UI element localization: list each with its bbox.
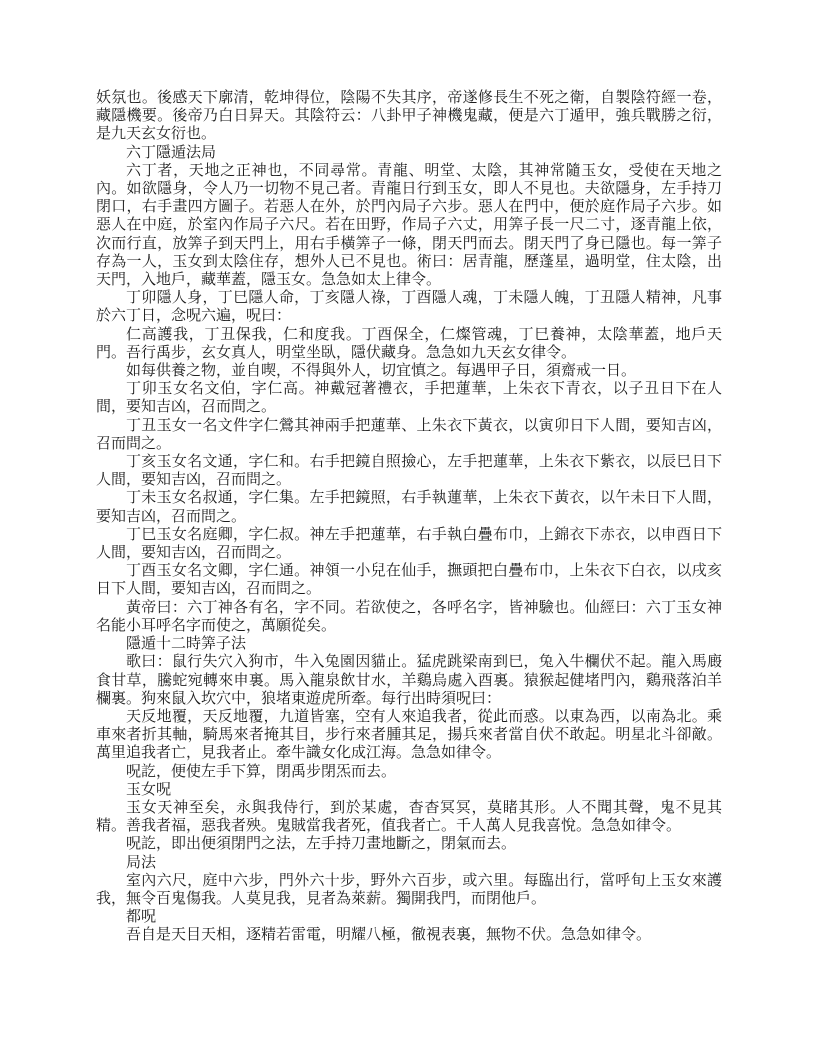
document-text-body [96,89,722,945]
paragraph: 如每供養之物，並自喫，不得與外人，切宜慎之。每遇甲子日，須齋戒一日。 [126,363,637,380]
paragraph: 妖氛也。後感天下廓清，乾坤得位，陰陽不失其序，帝遂修長生不死之衛，自製陰符經一卷，藏隱機要。後帝乃白日昇天。其陰符云：八卦甲子神機鬼藏，便是六丁遁甲，強兵戰勝之衍，是九天玄女衍也。 [96,90,722,143]
paragraph: 丁酉玉女名文卿，字仁通。神領一小兒在仙手，撫頭把白疊布巾，上朱衣下白衣，以戌亥日下人間，要知吉凶，召而問之。 [96,563,722,598]
paragraph: 丁巳玉女名庭卿，字仁叔。神左手把蓮華，右手執白疊布巾，上錦衣下赤衣，以申酉日下人間，要知吉凶，召而問之。 [96,526,722,562]
paragraph: 仁高護我，丁丑保我，仁和度我。丁酉保全，仁燦管魂，丁巳養神，太陰華蓋，地戶天門。吾行禹步，玄女真人，明堂坐臥，隱伏藏身。急急如九天玄女律令。 [96,326,722,361]
section-heading: 都呪 [126,909,157,926]
paragraph: 呪訖，便使左手下算，閉禹步閉炁而去。 [126,763,397,780]
section-heading: 玉女呪 [126,781,172,798]
paragraph: 丁亥玉女名文通，字仁和。右手把鏡自照撿心，左手把蓮華，上朱衣下紫衣，以辰巳日下人間，要知吉凶，召而問之。 [96,454,722,489]
section-heading: 局法 [126,854,157,871]
paragraph: 玉女天神至矣，永與我侍行，到於某處，杳杳冥冥，莫睹其形。人不聞其聲，鬼不見其精。善我者福，惡我者殃。鬼賊當我者死，值我者亡。千人萬人見我喜悅。急急如律令。 [96,799,722,835]
section-heading: 隱遁十二時筭子法 [126,636,247,653]
paragraph: 丁卯隱人身，丁巳隱人命，丁亥隱人祿，丁酉隱人魂，丁未隱人魄，丁丑隱人精神，凡事於六丁日，念呪六遍，呪曰： [96,290,722,325]
paragraph: 歌曰：鼠行失穴入狗市，牛入兔園因貓止。猛虎跳梁南到巳，兔入牛欄伏不起。龍入馬廄食甘草，騰蛇宛轉來申裏。馬入龍泉飲甘水，羊鷄烏處入酉裏。猿猴起健堵門內，鷄飛落泊羊欄裏。狗來鼠入坎穴中，狼堵東遊虎所牽。每行出時須呪曰： [96,654,722,707]
paragraph: 吾自是天目天相，逐精若雷電，明耀八極，徹視表裏，無物不伏。急急如律令。 [126,927,652,944]
paragraph: 六丁者，天地之正神也，不同尋常。青龍、明堂、太陰，其神常隨玉女，受使在天地之內。如欲隱身，令人乃一切物不見己者。青龍日行到玉女，即人不見也。夫欲隱身，左手持刀閉口，右手畫四方圖子。若惡人在外，於門內局子六步。惡人在門中，便於庭作局子六步。如惡人在中庭，於室內作局子六尺。若在田野，作局子六丈，用筭子長一尺二寸，逐青龍上依，次而行直，放筭子到天門上，用右手橫筭子一條，閉天門而去。閉天門了身已隱也。每一筭子存為一人，玉女到太陰住存，想外人已不見也。術曰：居青龍，歷蓬星，過明堂，住太陰，出天門，入地戶，藏華蓋，隱玉女。急急如太上律令。 [96,162,722,289]
paragraph: 丁丑玉女一名文件字仁鶯其神兩手把蓮華、上朱衣下黃衣，以寅卯日下人間，要知吉凶，召而問之。 [96,417,722,452]
paragraph: 丁未玉女名叔通，字仁集。左手把鏡照，右手執蓮華，上朱衣下黃衣，以午未日下人間，要知吉凶，召而問之。 [96,490,722,525]
section-heading: 六丁隱遁法局 [126,144,217,161]
paragraph: 丁卯玉女名文伯，字仁高。神戴冠著禮衣，手把蓮華，上朱衣下青衣，以子丑日下在人間，要知吉凶，召而問之。 [96,381,722,416]
paragraph: 呪訖，即出便須閉門之法，左手持刀畫地斷之，閉氣而去。 [126,836,517,853]
paragraph: 天反地覆，天反地覆，九道皆塞，空有人來追我者，從此而惑。以東為西，以南為北。乘車來者折其軸，騎馬來者掩其目，步行來者腫其足，揚兵來者當自伏不敢起。明星北斗卻敵。萬里追我者亡，見我者止。牽牛識女化成江海。急急如律令。 [96,708,722,762]
paragraph: 室內六尺，庭中六步，門外六十步，野外六百步，或六里。每臨出行，當呼旬上玉女來護我，無令百鬼傷我。人莫見我，見者為萊薪。獨開我門，而閉他戶。 [96,872,722,907]
paragraph: 黃帝曰：六丁神各有名，字不同。若欲使之，各呼名字，皆神驗也。仙經曰：六丁玉女神名能小耳呼名字而使之，萬願從矣。 [96,599,722,634]
